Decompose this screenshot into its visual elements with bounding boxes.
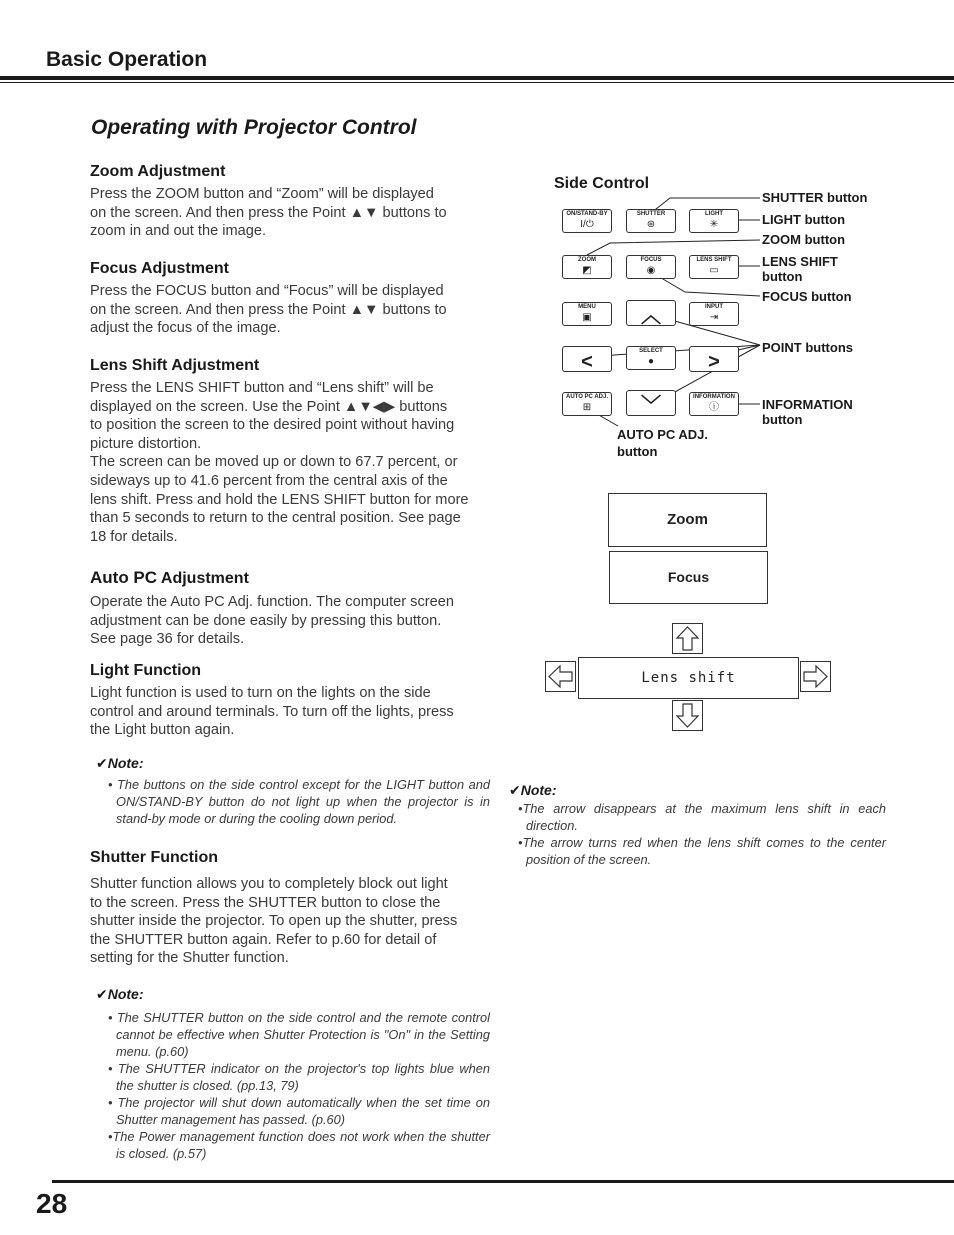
light-icon: ✳ — [709, 219, 719, 230]
select-icon: ● — [647, 356, 655, 367]
focus-osd: Focus — [609, 551, 768, 604]
menu-button[interactable]: MENU ▣ — [562, 302, 612, 326]
power-icon: I/⏻ — [580, 219, 594, 230]
light-text: Light function is used to turn on the lights on the side control and around terminals. To turn off the lights, press the Light button again. — [90, 685, 454, 739]
auto-pc-heading: Auto PC Adjustment — [90, 568, 249, 587]
lens-shift-heading: Lens Shift Adjustment — [90, 357, 260, 374]
callout-focus: FOCUS button — [762, 289, 852, 304]
auto-pc-icon: ⊞ — [582, 402, 592, 413]
zoom-icon: ◩ — [582, 265, 592, 276]
on-standby-button[interactable]: ON/STAND-BY I/⏻ — [562, 209, 612, 233]
down-arrow-icon: ﹀ — [641, 395, 661, 417]
point-down-button[interactable] — [626, 390, 676, 416]
note-item: •The arrow turns red when the lens shift comes to the center position of the screen. — [518, 835, 886, 867]
point-left-button[interactable] — [562, 346, 612, 372]
right-note-heading: ✔Note: — [509, 782, 557, 798]
auto-pc-text: Operate the Auto PC Adj. function. The computer screen adjustment can be done easily by pressing this button. See page 36 for details. — [90, 594, 454, 648]
menu-icon: ▣ — [582, 312, 592, 323]
shutter-button[interactable]: SHUTTER ⊛ — [626, 209, 676, 233]
focus-icon: ◉ — [646, 265, 656, 276]
information-icon: ⓘ — [709, 402, 719, 413]
note-heading: ✔Note: — [96, 755, 144, 771]
lens-shift-icon: ▭ — [709, 265, 719, 276]
note-item: • The projector will shut down automatically when the set time on Shutter management has passed. (p.60) — [108, 1095, 490, 1127]
right-arrow-icon: > — [708, 351, 720, 373]
page-number: 28 — [36, 1188, 68, 1219]
osd-left-arrow-icon — [545, 661, 577, 693]
input-button[interactable]: INPUT ⇥ — [689, 302, 739, 326]
zoom-osd: Zoom — [608, 493, 767, 547]
focus-heading: Focus Adjustment — [90, 260, 229, 277]
zoom-button[interactable]: ZOOM ◩ — [562, 255, 612, 279]
side-control-title: Side Control — [554, 175, 650, 192]
footer-rule — [52, 1180, 954, 1183]
callout-lens-shift: LENS SHIFT button — [762, 254, 838, 284]
page-title: Operating with Projector Control — [91, 116, 417, 139]
auto-pc-adj-button[interactable]: AUTO PC ADJ. ⊞ — [562, 392, 612, 416]
shutter-heading: Shutter Function — [90, 849, 218, 866]
light-heading: Light Function — [90, 662, 202, 679]
callout-information: INFORMATION button — [762, 397, 853, 427]
osd-down-arrow-icon — [672, 700, 704, 732]
osd-up-arrow-icon — [672, 623, 704, 655]
input-icon: ⇥ — [709, 312, 719, 323]
callout-shutter: SHUTTER button — [762, 190, 868, 205]
shutter-icon: ⊛ — [646, 219, 656, 230]
lens-shift-button[interactable]: LENS SHIFT ▭ — [689, 255, 739, 279]
up-arrow-icon: ︿ — [641, 305, 661, 327]
note-item: • The SHUTTER indicator on the projector's top lights blue when the shutter is closed. (pp.13, 79) — [108, 1061, 490, 1093]
callout-zoom: ZOOM button — [762, 232, 846, 247]
note-item: • The SHUTTER button on the side control and the remote control cannot be effective when Shutter Protection is "On" in the Setting menu. (p.60) — [108, 1010, 490, 1059]
note-heading-2: ✔Note: — [96, 986, 144, 1002]
focus-text: Press the FOCUS button and “Focus” will be displayed on the screen. And then press the Point ▲▼ buttons to adjust the focus of the image. — [90, 283, 447, 337]
note-item: •The Power management function does not work when the shutter is closed. (p.57) — [108, 1129, 490, 1161]
select-button[interactable]: SELECT ● — [626, 346, 676, 370]
note-item: •The arrow disappears at the maximum lens shift in each direction. — [518, 801, 886, 833]
zoom-text: Press the ZOOM button and “Zoom” will be displayed on the screen. And then press the Point ▲▼ buttons to zoom in and out the image. — [90, 186, 447, 240]
point-up-button[interactable] — [626, 300, 676, 326]
osd-right-arrow-icon — [800, 661, 832, 693]
callout-auto-pc: AUTO PC ADJ. button — [617, 427, 709, 459]
section-header: Basic Operation — [46, 48, 208, 71]
shutter-text: Shutter function allows you to completely block out light to the screen. Press the SHUTTER button to close the shutter inside the projector. To open up the shutter, press the SHUTTER button again. Refer to p.60 for detail of setting for the Shutter function. — [90, 876, 458, 967]
point-right-button[interactable] — [689, 346, 739, 372]
information-button[interactable]: INFORMATION ⓘ — [689, 392, 739, 416]
note-item: • The buttons on the side control except for the LIGHT button and ON/STAND-BY button do not light up when the projector is in stand-by mode or during the cooling down period. — [108, 777, 490, 826]
right-note-list — [518, 800, 886, 868]
left-arrow-icon: < — [581, 351, 593, 373]
light-button[interactable]: LIGHT ✳ — [689, 209, 739, 233]
callout-point: POINT buttons — [762, 340, 853, 355]
lens-shift-text: Press the LENS SHIFT button and “Lens shift” will be displayed on the screen. Use the Point ▲▼◀▶ buttons to position the screen to the desired point without having picture distortion. The screen can be moved up or down to 67.7 percent, or sideways up to 41.6 percent from the central axis of the lens shift. Press and hold the LENS SHIFT button for more than 5 seconds to return to the central position. See page 18 for details. — [90, 380, 469, 545]
lens-shift-osd: Lens shift — [578, 657, 799, 699]
callout-light: LIGHT button — [762, 212, 846, 227]
zoom-heading: Zoom Adjustment — [90, 163, 226, 180]
focus-button[interactable]: FOCUS ◉ — [626, 255, 676, 279]
